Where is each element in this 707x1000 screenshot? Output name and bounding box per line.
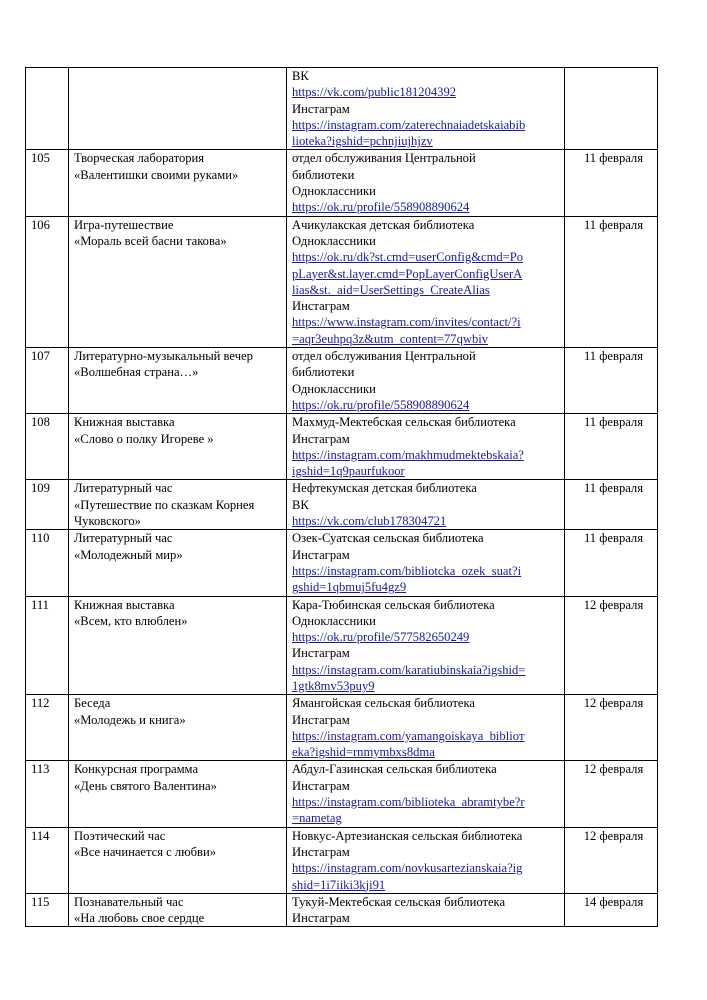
url-link[interactable]: https://ok.ru/profile/577582650249 — [292, 630, 470, 645]
platform-line: Озек-Суатская сельская библиотека — [292, 531, 484, 546]
platform-cell — [287, 695, 565, 761]
platform-line: ВК — [292, 69, 309, 83]
platform-line: Инстаграм — [292, 712, 350, 727]
platform-line: Инстаграм — [292, 778, 350, 793]
url-link[interactable]: https://instagram.com/yamangoiskaya_biblioт — [292, 728, 525, 743]
platform-line: Абдул-Газинская сельская библиотека — [292, 762, 497, 777]
event-line: Познавательный час — [74, 894, 184, 909]
platform-line: Одноклассники — [292, 184, 376, 199]
url-link[interactable]: https://instagram.com/novkusartezianskaia?ig — [292, 861, 523, 876]
date-cell: 11 февраля — [565, 530, 658, 596]
url-link[interactable]: shid=1i7iiki3kji91 — [292, 877, 386, 892]
date-cell: 11 февраля — [565, 348, 658, 414]
platform-cell — [287, 827, 565, 893]
url-link[interactable]: =aqr3euhpq3z&utm_content=77qwbiv — [292, 331, 489, 346]
platform-line: Инстаграм — [292, 911, 350, 926]
platform-cell — [287, 150, 565, 216]
url-link[interactable]: =nametag — [292, 811, 342, 826]
table-body — [26, 68, 658, 927]
event-line: «Всем, кто влюблен» — [74, 613, 188, 628]
url-link[interactable]: 1gtk8mv53puy9 — [292, 678, 375, 693]
platform-line: Инстаграм — [292, 646, 350, 661]
row-number: 113 — [26, 761, 69, 827]
platform-line: Новкус-Артезианская сельская библиотека — [292, 828, 523, 843]
event-cell — [69, 827, 287, 893]
table-row — [26, 480, 658, 530]
platform-cell — [287, 414, 565, 480]
url-link[interactable]: https://ok.ru/profile/558908890624 — [292, 200, 470, 215]
event-cell — [69, 68, 287, 150]
table-row — [26, 216, 658, 347]
row-number: 107 — [26, 348, 69, 414]
event-line: «На любовь свое сердце — [74, 911, 205, 926]
date-cell: 14 февраля — [565, 893, 658, 927]
event-line: Литературный час — [74, 531, 173, 546]
row-number: 111 — [26, 596, 69, 695]
url-link[interactable]: https://instagram.com/karatiubinskaia?igshid= — [292, 662, 526, 677]
event-line: Книжная выставка — [74, 597, 175, 612]
events-table — [25, 67, 658, 927]
url-link[interactable]: igshid=1q9paurfukoor — [292, 464, 405, 479]
url-link[interactable]: https://instagram.com/makhmudmektebskaia? — [292, 447, 524, 462]
platform-line: Инстаграм — [292, 299, 350, 314]
event-line: «Мораль всей басни такова» — [74, 233, 227, 248]
platform-cell — [287, 68, 565, 150]
table-row — [26, 827, 658, 893]
table-row — [26, 150, 658, 216]
platform-line: Ямангойская сельская библиотека — [292, 696, 475, 711]
platform-line: отдел обслуживания Центральной — [292, 349, 476, 364]
event-cell — [69, 480, 287, 530]
row-number: 112 — [26, 695, 69, 761]
date-cell: 11 февраля — [565, 150, 658, 216]
event-line: Поэтический час — [74, 828, 166, 843]
event-line: «Валентишки своими руками» — [74, 167, 239, 182]
platform-cell — [287, 480, 565, 530]
event-line: «Слово о полку Игореве » — [74, 431, 214, 446]
platform-cell — [287, 216, 565, 347]
platform-cell — [287, 893, 565, 927]
url-link[interactable]: https://ok.ru/profile/558908890624 — [292, 397, 470, 412]
url-link[interactable]: https://instagram.com/bibliotcka_ozek_suat?i — [292, 563, 522, 578]
event-cell — [69, 761, 287, 827]
url-link[interactable]: pLayer&st.layer.cmd=PopLayerConfigUserA — [292, 266, 523, 281]
url-link[interactable]: https://vk.com/public181204392 — [292, 85, 457, 100]
platform-line: Одноклассники — [292, 233, 376, 248]
event-line: «Все начинается с любви» — [74, 844, 217, 859]
url-link[interactable]: eka?igshid=rnmymbxs8dma — [292, 745, 435, 760]
table-row — [26, 761, 658, 827]
url-link[interactable]: https://vk.com/club178304721 — [292, 514, 447, 529]
event-cell — [69, 596, 287, 695]
platform-cell — [287, 348, 565, 414]
platform-line: библиотеки — [292, 365, 355, 380]
event-line: Книжная выставка — [74, 415, 175, 430]
row-number: 114 — [26, 827, 69, 893]
table-row — [26, 414, 658, 480]
platform-line: отдел обслуживания Центральной — [292, 151, 476, 166]
event-line: Творческая лаборатория — [74, 151, 205, 166]
platform-cell — [287, 761, 565, 827]
platform-line: ВК — [292, 497, 309, 512]
row-number: 106 — [26, 216, 69, 347]
row-number: 110 — [26, 530, 69, 596]
row-number — [26, 68, 69, 150]
row-number: 115 — [26, 893, 69, 927]
event-line: Литературный час — [74, 481, 173, 496]
event-line: «Молодежь и книга» — [74, 712, 186, 727]
event-cell — [69, 216, 287, 347]
platform-line: Одноклассники — [292, 381, 376, 396]
date-cell: 12 февраля — [565, 596, 658, 695]
event-line: «Молодежный мир» — [74, 547, 183, 562]
platform-line: Одноклассники — [292, 613, 376, 628]
platform-line: Инстаграм — [292, 101, 350, 116]
event-cell — [69, 893, 287, 927]
event-line: «Путешествие по сказкам Корнея — [74, 497, 255, 512]
date-cell: 12 февраля — [565, 761, 658, 827]
url-link[interactable]: lioteka?igshid=pchnjiujhjzv — [292, 134, 433, 149]
event-line: «День святого Валентина» — [74, 778, 217, 793]
event-line: Игра-путешествие — [74, 217, 174, 232]
url-link[interactable]: gshid=1qbmuj5fu4gz9 — [292, 580, 407, 595]
date-cell: 12 февраля — [565, 827, 658, 893]
table-row — [26, 695, 658, 761]
event-cell — [69, 530, 287, 596]
event-cell — [69, 414, 287, 480]
date-cell: 11 февраля — [565, 216, 658, 347]
platform-line: Махмуд-Мектебская сельская библиотека — [292, 415, 516, 430]
platform-line: Инстаграм — [292, 844, 350, 859]
platform-line: Кара-Тюбинская сельская библиотека — [292, 597, 495, 612]
event-cell — [69, 150, 287, 216]
url-link[interactable]: https://ok.ru/dk?st.cmd=userConfig&cmd=Po — [292, 250, 524, 265]
row-number: 109 — [26, 480, 69, 530]
date-cell: 11 февраля — [565, 480, 658, 530]
url-link[interactable]: https://instagram.com/zaterechnaiadetskaiabib — [292, 117, 526, 132]
platform-line: Ачикулакская детская библиотека — [292, 217, 475, 232]
date-cell — [565, 68, 658, 150]
platform-cell — [287, 530, 565, 596]
date-cell: 12 февраля — [565, 695, 658, 761]
event-line: Чуковского» — [74, 514, 141, 529]
table-row — [26, 596, 658, 695]
platform-line: Нефтекумская детская библиотека — [292, 481, 477, 496]
platform-cell — [287, 596, 565, 695]
platform-line: Инстаграм — [292, 547, 350, 562]
url-link[interactable]: https://www.instagram.com/invites/contact/?i — [292, 315, 521, 330]
table-row — [26, 893, 658, 927]
row-number: 105 — [26, 150, 69, 216]
event-line: Конкурсная программа — [74, 762, 199, 777]
row-number: 108 — [26, 414, 69, 480]
date-cell: 11 февраля — [565, 414, 658, 480]
event-cell — [69, 348, 287, 414]
table-row — [26, 530, 658, 596]
platform-line: Тукуй-Мектебская сельская библиотека — [292, 894, 506, 909]
table-row — [26, 68, 658, 150]
platform-line: Инстаграм — [292, 431, 350, 446]
url-link[interactable]: https://instagram.com/biblioteka_abramtybe?r — [292, 795, 525, 810]
event-line: Беседа — [74, 696, 111, 711]
event-line: «Волшебная страна…» — [74, 365, 199, 380]
url-link[interactable]: lias&st._aid=UserSettings_CreateAlias — [292, 282, 490, 297]
event-cell — [69, 695, 287, 761]
event-line: Литературно-музыкальный вечер — [74, 349, 253, 364]
platform-line: библиотеки — [292, 167, 355, 182]
table-row — [26, 348, 658, 414]
